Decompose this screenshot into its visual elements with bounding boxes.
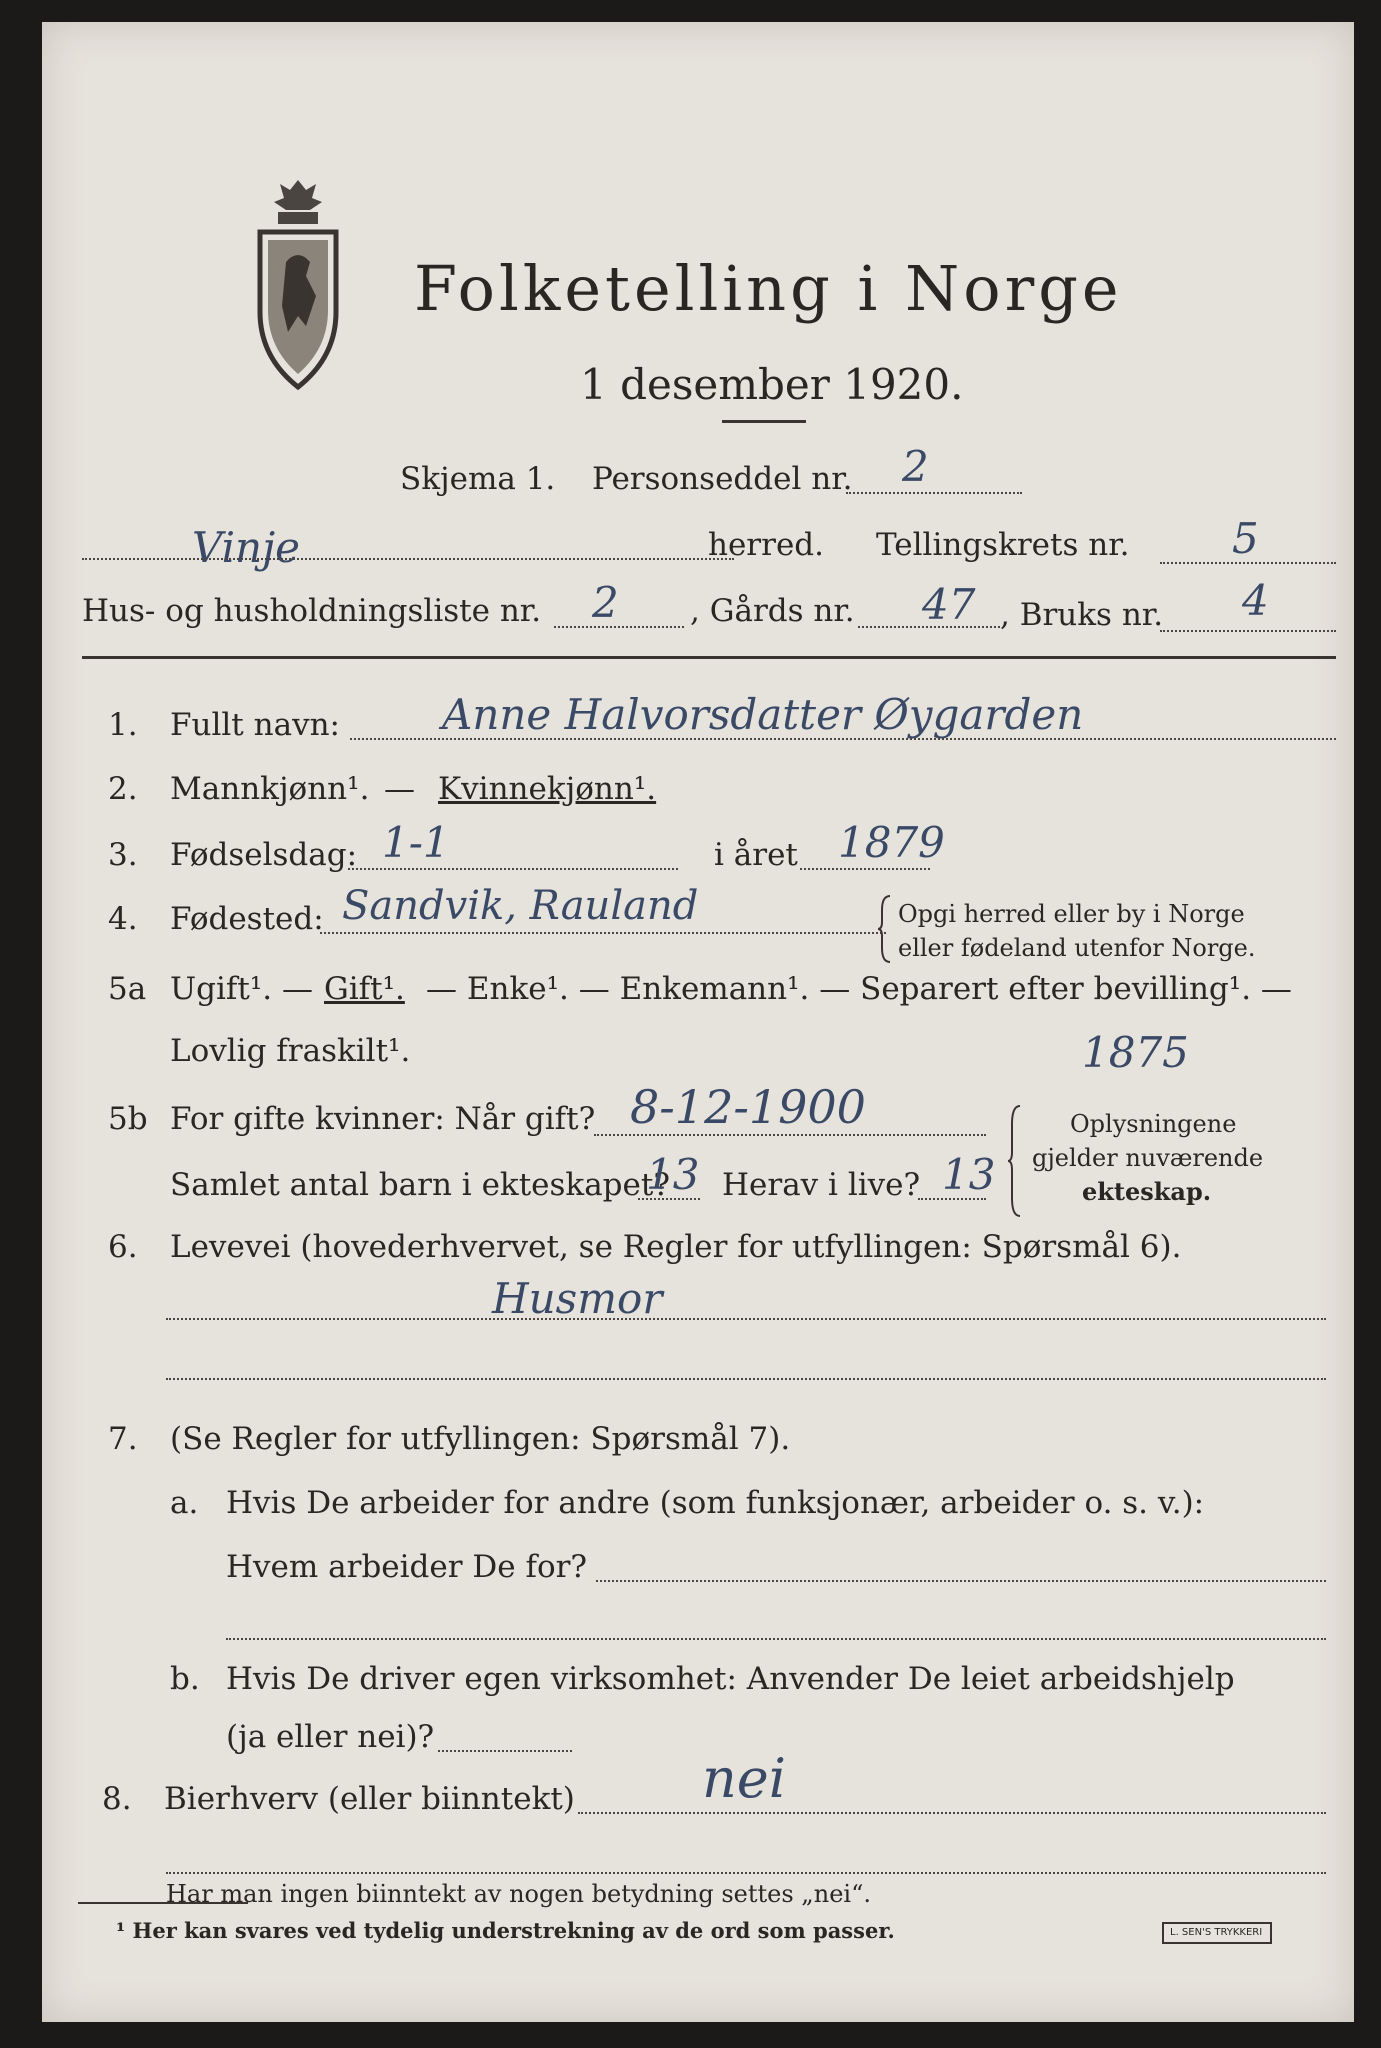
tellingskrets-line: [1160, 562, 1336, 564]
hus-label: Hus- og husholdningsliste nr.: [82, 593, 542, 629]
footer-note: Har man ingen biinntekt av nogen betydning settes „nei“.: [166, 1880, 871, 1908]
q8-value: nei: [702, 1747, 787, 1810]
q4-label: Fødested:: [170, 901, 324, 937]
footnote: ¹ Her kan svares ved tydelig understrekning av de ord som passer.: [116, 1918, 895, 1943]
q5b-children-line: [638, 1198, 700, 1200]
q3-birth-date: 1-1: [382, 818, 450, 867]
q5b-children-label: Samlet antal barn i ekteskapet?: [170, 1167, 670, 1203]
q3-line: [348, 868, 678, 870]
q5b-note-line3: ekteskap.: [1082, 1177, 1212, 1206]
q5b-alive-value: 13: [942, 1150, 996, 1199]
q7b-line1: Hvis De driver egen virksomhet: Anvender De leiet arbeidshjelp: [226, 1661, 1235, 1697]
q7a-line1: Hvis De arbeider for andre (som funksjonær, arbeider o. s. v.):: [226, 1485, 1205, 1521]
q5a-ugift: Ugift¹.: [170, 971, 273, 1007]
q5b-brace: [1008, 1104, 1022, 1218]
q8-number: 8.: [102, 1781, 132, 1817]
bruks-label: , Bruks nr.: [1000, 597, 1164, 633]
q7a-line2: Hvem arbeider De for?: [226, 1549, 588, 1585]
bruks-value: 4: [1242, 576, 1269, 625]
q1-line: [350, 738, 1336, 740]
q8-label: Bierhverv (eller biinntekt): [164, 1781, 575, 1817]
q2-separator: —: [384, 771, 415, 807]
q2-male: Mannkjønn¹.: [170, 771, 370, 807]
personseddel-value: 2: [902, 442, 929, 491]
gards-label: , Gårds nr.: [690, 593, 855, 629]
q5a-gift: Gift¹.: [324, 971, 405, 1007]
q7b-line2: (ja eller nei)?: [226, 1719, 435, 1755]
form-date: 1 desember 1920.: [580, 360, 964, 409]
q7-number: 7.: [108, 1421, 138, 1457]
q6-line1: [166, 1318, 1326, 1320]
header-divider: [82, 656, 1336, 659]
printer-stamp-text: L. SEN'S TRYKKERI: [1170, 1927, 1263, 1938]
q1-number: 1.: [108, 707, 138, 743]
q6-occupation: Husmor: [492, 1274, 663, 1323]
q4-line: [320, 932, 886, 934]
herred-line: [82, 558, 734, 560]
q5b-line: [594, 1134, 986, 1136]
q7b-letter: b.: [170, 1661, 200, 1697]
printer-stamp: [1162, 1922, 1272, 1944]
hus-value: 2: [592, 578, 619, 627]
q5b-marriage-date: 8-12-1900: [630, 1080, 866, 1134]
q7-label: (Se Regler for utfyllingen: Spørsmål 7).: [170, 1421, 791, 1457]
q3-year-line: [800, 868, 930, 870]
census-form: [42, 22, 1354, 2022]
q4-note-line1: Opgi herred eller by i Norge: [898, 900, 1245, 928]
bruks-line: [1160, 630, 1336, 632]
coat-of-arms-icon: [248, 172, 348, 397]
q5a-number: 5a: [108, 971, 147, 1007]
q5b-number: 5b: [108, 1101, 148, 1137]
q5b-alive-line: [918, 1198, 986, 1200]
q5a-other-options: — Enke¹. — Enkemann¹. — Separert efter bevilling¹. —: [426, 971, 1292, 1007]
q3-year-label: i året: [714, 837, 798, 873]
q5a-sep1: —: [282, 971, 313, 1007]
q1-full-name: Anne Halvorsdatter Øygarden: [442, 690, 1084, 739]
q7a-letter: a.: [170, 1485, 199, 1521]
q1-label: Fullt navn:: [170, 707, 340, 743]
q3-birth-year: 1879: [838, 818, 945, 867]
q5b-children-value: 13: [646, 1150, 700, 1199]
personseddel-label: Personseddel nr.: [592, 461, 853, 497]
q2-female: Kvinnekjønn¹.: [438, 771, 657, 807]
title-divider: [722, 420, 806, 423]
q5b-alive-label: Herav i live?: [722, 1167, 921, 1203]
q8-line1: [578, 1812, 1326, 1814]
q5b-margin-note: 1875: [1082, 1028, 1189, 1077]
q4-number: 4.: [108, 901, 138, 937]
q5b-label: For gifte kvinner: Når gift?: [170, 1101, 596, 1137]
q8-line2: [166, 1872, 1326, 1874]
q5b-note-line2: gjelder nuværende: [1032, 1144, 1264, 1172]
q3-label: Fødselsdag:: [170, 837, 358, 873]
tellingskrets-label: Tellingskrets nr.: [876, 527, 1130, 563]
footnote-divider: [78, 1902, 248, 1904]
q6-line2: [166, 1378, 1326, 1380]
q6-label: Levevei (hovederhvervet, se Regler for utfyllingen: Spørsmål 6).: [170, 1229, 1182, 1265]
q4-note-line2: eller fødeland utenfor Norge.: [898, 934, 1256, 962]
hus-line: [554, 626, 684, 628]
q4-brace: [878, 894, 892, 964]
q6-number: 6.: [108, 1229, 138, 1265]
skjema-label: Skjema 1.: [400, 461, 556, 497]
herred-value: Vinje: [192, 523, 300, 572]
personseddel-line: [846, 492, 1022, 494]
gards-line: [858, 626, 1000, 628]
tellingskrets-value: 5: [1232, 514, 1259, 563]
q2-number: 2.: [108, 771, 138, 807]
q7a-line: [596, 1580, 1326, 1582]
gards-value: 47: [922, 580, 976, 629]
q3-number: 3.: [108, 837, 138, 873]
q7a-line-extra: [226, 1638, 1326, 1640]
form-title: Folketelling i Norge: [414, 252, 1123, 325]
q5a-fraskilt: Lovlig fraskilt¹.: [170, 1033, 411, 1069]
q4-birthplace: Sandvik, Rauland: [342, 883, 699, 929]
q7b-line: [438, 1750, 572, 1752]
q5b-note-line1: Oplysningene: [1070, 1110, 1237, 1138]
herred-label: herred.: [708, 527, 824, 563]
